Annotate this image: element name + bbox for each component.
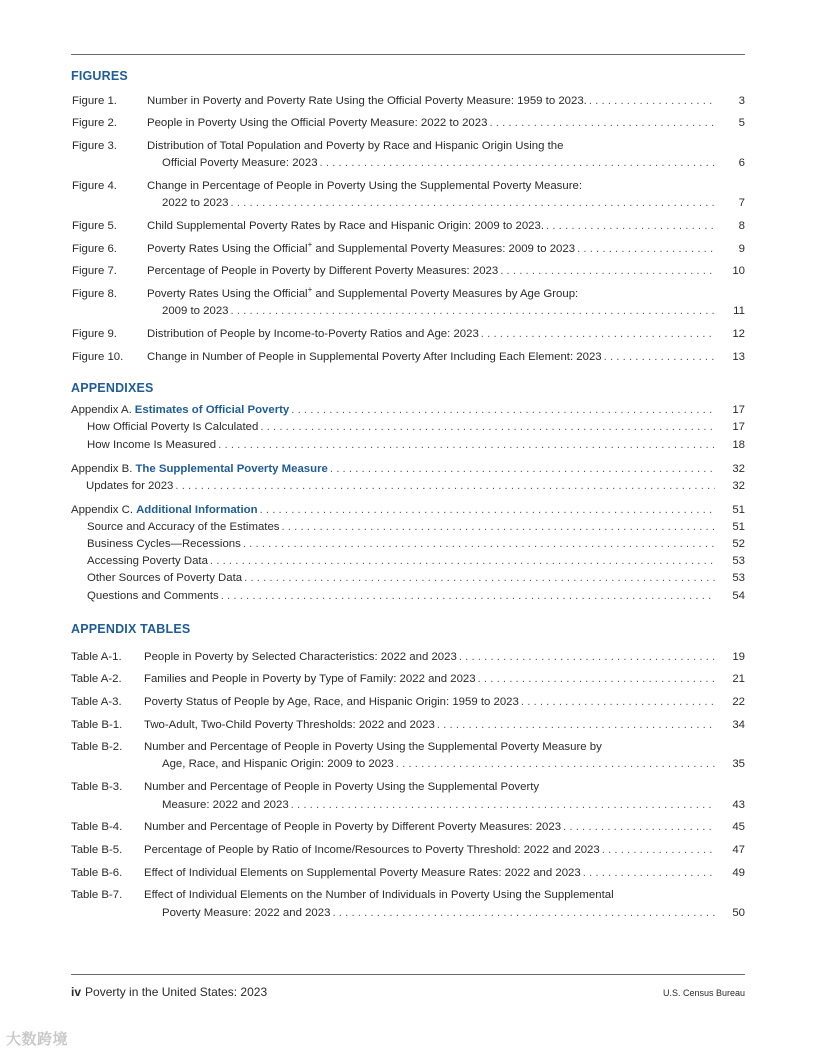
entry-label: Figure 6.: [72, 243, 117, 255]
dot-leader: [218, 437, 715, 454]
entry-title: Child Supplemental Poverty Rates by Race and Hispanic Origin: 2009 to 2023.: [147, 220, 544, 232]
entry-label: Table B-1.: [71, 719, 123, 731]
dot-leader: [243, 536, 715, 553]
page-number: 10: [732, 265, 745, 277]
page-number: 32: [732, 463, 745, 475]
page-number: 32: [732, 480, 745, 492]
page-number: 3: [738, 95, 745, 107]
page-number: 51: [732, 521, 745, 533]
table-entry-a1[interactable]: [71, 649, 745, 666]
entry-label: Table B-5.: [71, 844, 123, 856]
entry-title: Percentage of People in Poverty by Different Poverty Measures: 2023: [147, 265, 499, 277]
entry-title: Change in Percentage of People in Poverty Using the Supplemental Poverty Measure:: [147, 180, 582, 192]
dot-leader: [589, 93, 715, 110]
page-number: 43: [732, 799, 745, 811]
entry-title: Percentage of People by Ratio of Income/Resources to Poverty Threshold: 2022 and 2023: [144, 844, 600, 856]
page-number: 12: [732, 328, 745, 340]
appendix-subentry[interactable]: Accessing Poverty Data: [87, 555, 208, 567]
entry-label: Table A-2.: [71, 673, 122, 685]
dot-leader: [396, 756, 715, 773]
dot-leader: [330, 461, 715, 478]
table-entry-b6[interactable]: [71, 865, 745, 882]
entry-title-continued: Official Poverty Measure: 2023: [162, 157, 318, 169]
figure-entry-5[interactable]: [71, 218, 745, 235]
entry-title: Number in Poverty and Poverty Rate Using the Official Poverty Measure: 1959 to 2023.: [147, 95, 587, 107]
figure-entry-1[interactable]: [71, 93, 745, 110]
dot-leader: [221, 588, 715, 605]
page-number: 47: [732, 844, 745, 856]
entry-label: Table B-7.: [71, 889, 123, 901]
entry-title-continued: Poverty Measure: 2022 and 2023: [162, 907, 331, 919]
page-number: 17: [732, 404, 745, 416]
entry-title-part: and Supplemental Poverty Measures: 2009 to 2023: [312, 243, 576, 255]
figure-entry-6[interactable]: [71, 241, 745, 258]
figure-entry-3[interactable]: [71, 138, 745, 172]
entry-title-part: Poverty Rates Using the Official: [147, 288, 308, 300]
top-rule: [71, 54, 745, 55]
appendix-subentry[interactable]: How Official Poverty Is Calculated: [87, 421, 259, 433]
page-number: 54: [732, 590, 745, 602]
page-number: 49: [732, 867, 745, 879]
page-number: 35: [732, 758, 745, 770]
page-number: 6: [738, 157, 745, 169]
dot-leader: [563, 819, 715, 836]
entry-title: Number and Percentage of People in Poverty Using the Supplemental Poverty: [144, 781, 540, 793]
dot-leader: [231, 195, 715, 212]
page-number: 11: [733, 305, 745, 317]
entry-title: Distribution of People by Income-to-Poverty Ratios and Age: 2023: [147, 328, 479, 340]
entry-label: Table A-1.: [71, 651, 122, 663]
footer-left: [71, 985, 267, 999]
entry-title: Two-Adult, Two-Child Poverty Thresholds: 2022 and 2023: [144, 719, 435, 731]
dot-leader: [332, 905, 715, 922]
page-number: 34: [732, 719, 745, 731]
page-number: 7: [738, 197, 745, 209]
dot-leader: [260, 419, 715, 436]
entry-title: Poverty Status of People by Age, Race, and Hispanic Origin: 1959 to 2023: [144, 696, 519, 708]
footer-page-number: iv: [71, 985, 82, 999]
page-number: 50: [732, 907, 745, 919]
appendix-subentry[interactable]: Business Cycles—Recessions: [87, 538, 241, 550]
entry-label: Table A-3.: [71, 696, 122, 708]
appendix-subentry[interactable]: Source and Accuracy of the Estimates: [87, 521, 280, 533]
dot-leader: [602, 842, 715, 859]
entry-label: Figure 7.: [72, 265, 117, 277]
dot-leader: [500, 263, 715, 280]
figure-entry-8[interactable]: [71, 286, 745, 320]
dot-leader: [244, 570, 715, 587]
entry-label: Figure 8.: [72, 288, 117, 300]
entry-title: Number and Percentage of People in Poverty Using the Supplemental Poverty Measure by: [144, 741, 602, 753]
dot-leader: [459, 649, 715, 666]
appendixes-heading: APPENDIXES: [71, 381, 154, 395]
dot-leader: [577, 241, 715, 258]
page-number: 9: [738, 243, 745, 255]
entry-title-part: Poverty Rates Using the Official: [147, 243, 308, 255]
entry-title: Distribution of Total Population and Poverty by Race and Hispanic Origin Using the: [147, 140, 564, 152]
appendix-prefix: Appendix B.: [71, 463, 133, 475]
appendix-b-entry[interactable]: [71, 461, 745, 495]
dot-leader: [260, 502, 715, 519]
page-number: 52: [732, 538, 745, 550]
page-number: 21: [732, 673, 745, 685]
entry-label: Figure 10.: [72, 351, 124, 363]
appendix-subentry[interactable]: How Income Is Measured: [87, 439, 217, 451]
entry-title-continued: Age, Race, and Hispanic Origin: 2009 to 2023: [162, 758, 394, 770]
entry-label: Table B-4.: [71, 821, 123, 833]
dot-leader: [546, 218, 715, 235]
dot-leader: [320, 155, 715, 172]
page-number: 53: [732, 572, 745, 584]
dot-leader: [175, 478, 715, 495]
page-number: 51: [732, 504, 745, 516]
appendix-prefix: Appendix A.: [71, 404, 132, 416]
entry-title-continued: 2009 to 2023: [162, 305, 229, 317]
dot-leader: [291, 797, 715, 814]
entry-label: Table B-2.: [71, 741, 123, 753]
footer-publisher: U.S. Census Bureau: [662, 988, 745, 998]
page-number: 22: [732, 696, 745, 708]
page-number: 18: [732, 439, 745, 451]
dot-leader: [210, 553, 715, 570]
page-number: 13: [732, 351, 745, 363]
entry-label: Figure 3.: [72, 140, 117, 152]
page-number: 5: [738, 117, 745, 129]
page-number: 17: [732, 421, 745, 433]
table-entry-b4[interactable]: [71, 819, 745, 836]
entry-label: Table B-6.: [71, 867, 123, 879]
entry-title: Effect of Individual Elements on the Number of Individuals in Poverty Using the Supplemental: [144, 889, 614, 901]
watermark: 大数跨境: [6, 1030, 69, 1048]
appendix-a-entry[interactable]: [71, 402, 745, 454]
appendix-tables-heading: APPENDIX TABLES: [71, 622, 191, 636]
table-entry-a3[interactable]: [71, 694, 745, 711]
table-entry-b1[interactable]: [71, 717, 745, 734]
dot-leader: [437, 717, 715, 734]
table-entry-a2[interactable]: [71, 671, 745, 688]
dot-leader: [521, 694, 715, 711]
entry-label: Figure 4.: [72, 180, 117, 192]
page-number: 19: [732, 651, 745, 663]
figure-entry-2[interactable]: [71, 115, 745, 132]
entry-title-part: and Supplemental Poverty Measures by Age Group:: [312, 288, 579, 300]
appendix-link[interactable]: Additional Information: [136, 504, 258, 516]
appendix-link[interactable]: The Supplemental Poverty Measure: [135, 463, 328, 475]
entry-title: Effect of Individual Elements on Supplemental Poverty Measure Rates: 2022 and 2023: [144, 867, 581, 879]
entry-label: Figure 2.: [72, 117, 117, 129]
appendix-subentry[interactable]: Questions and Comments: [87, 590, 219, 602]
page-number: 8: [738, 220, 745, 232]
entry-title-continued: 2022 to 2023: [162, 197, 229, 209]
entry-title-continued: Measure: 2022 and 2023: [162, 799, 289, 811]
page-number: 45: [732, 821, 745, 833]
entry-label: Table B-3.: [71, 781, 123, 793]
appendix-link[interactable]: Estimates of Official Poverty: [134, 404, 290, 416]
table-entry-b2[interactable]: [71, 739, 745, 773]
entry-title: Number and Percentage of People in Poverty by Different Poverty Measures: 2023: [144, 821, 562, 833]
entry-label: Figure 9.: [72, 328, 117, 340]
page-number: 53: [732, 555, 745, 567]
figure-entry-9[interactable]: [71, 326, 745, 343]
entry-label: Figure 1.: [72, 95, 117, 107]
dot-leader: [281, 519, 715, 536]
footer-title: Poverty in the United States: 2023: [85, 985, 268, 999]
figure-entry-10[interactable]: [71, 349, 745, 366]
table-entry-b5[interactable]: [71, 842, 745, 859]
entry-label: Figure 5.: [72, 220, 117, 232]
figure-entry-4[interactable]: [71, 178, 745, 212]
dot-leader: [481, 326, 715, 343]
entry-title: [147, 286, 578, 303]
entry-title: [147, 241, 575, 258]
dot-leader: [478, 671, 715, 688]
figure-entry-7[interactable]: [71, 263, 745, 280]
dot-leader: [291, 402, 715, 419]
figures-heading: FIGURES: [71, 69, 128, 83]
table-entry-b7[interactable]: [71, 887, 745, 922]
appendix-prefix: Appendix C.: [71, 504, 134, 516]
entry-title: Change in Number of People in Supplemental Poverty After Including Each Element: 2023: [147, 351, 602, 363]
appendix-c-entry[interactable]: [71, 502, 745, 605]
dot-leader: [489, 115, 715, 132]
dot-leader: [583, 865, 715, 882]
superscript-marker: +: [307, 285, 313, 294]
bottom-rule: [71, 974, 745, 975]
dot-leader: [231, 303, 715, 320]
page-footer: [71, 985, 745, 999]
appendix-subentry[interactable]: Other Sources of Poverty Data: [87, 572, 243, 584]
entry-title: People in Poverty by Selected Characteristics: 2022 and 2023: [144, 651, 457, 663]
appendix-subentry[interactable]: Updates for 2023: [86, 480, 174, 492]
table-entry-b3[interactable]: [71, 779, 745, 814]
superscript-marker: +: [307, 240, 313, 249]
entry-title: Families and People in Poverty by Type of Family: 2022 and 2023: [144, 673, 476, 685]
dot-leader: [604, 349, 715, 366]
entry-title: People in Poverty Using the Official Poverty Measure: 2022 to 2023: [147, 117, 488, 129]
